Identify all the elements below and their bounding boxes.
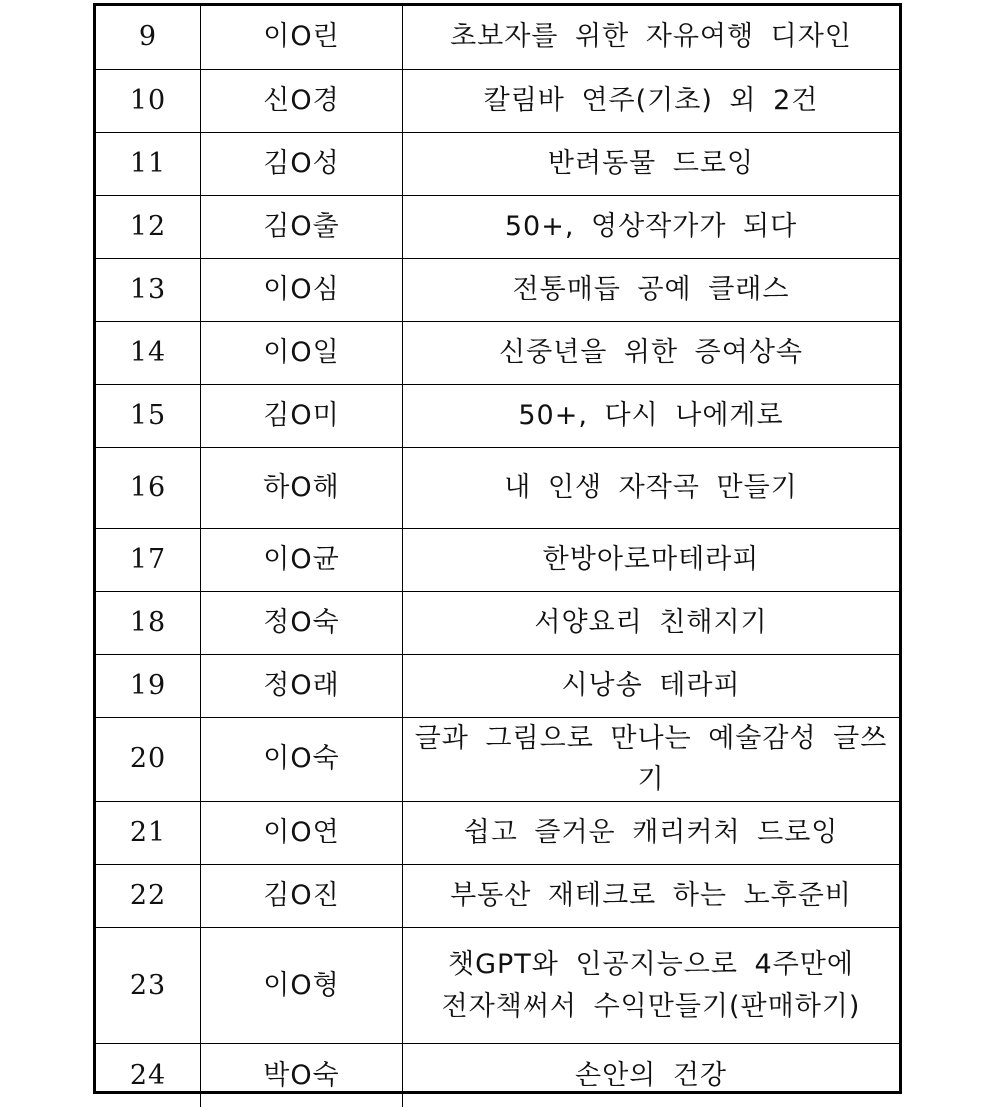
course-title-line: 50+, 영상작가가 되다 — [504, 210, 798, 242]
instructor-name: 이O형 — [201, 928, 403, 1044]
course-title-line: 반려동물 드로잉 — [547, 147, 755, 179]
instructor-name: 신O경 — [201, 69, 403, 132]
row-number: 22 — [96, 865, 201, 928]
instructor-name: 하O해 — [201, 447, 403, 528]
row-number: 19 — [96, 654, 201, 717]
course-title-line: 손안의 건강 — [575, 1059, 727, 1091]
row-number: 15 — [96, 384, 201, 447]
instructor-name: 이O숙 — [201, 717, 403, 802]
row-number: 12 — [96, 195, 201, 258]
row-number: 16 — [96, 447, 201, 528]
course-title — [403, 384, 900, 447]
table-row — [96, 654, 899, 717]
course-title-line: 챗GPT와 인공지능으로 4주만에 — [448, 948, 854, 980]
table-row — [96, 258, 899, 321]
row-number: 23 — [96, 928, 201, 1044]
course-title — [403, 6, 900, 69]
course-roster-sheet — [93, 3, 902, 1094]
course-title — [403, 591, 900, 654]
table-row — [96, 528, 899, 591]
instructor-name: 이O균 — [201, 528, 403, 591]
table-row — [96, 321, 899, 384]
row-number: 10 — [96, 69, 201, 132]
instructor-name: 김O미 — [201, 384, 403, 447]
row-number: 11 — [96, 132, 201, 195]
row-number: 17 — [96, 528, 201, 591]
row-number: 24 — [96, 1044, 201, 1107]
table-row — [96, 591, 899, 654]
instructor-name: 박O숙 — [201, 1044, 403, 1107]
course-title — [403, 69, 900, 132]
row-number: 14 — [96, 321, 201, 384]
table-row — [96, 1044, 899, 1107]
instructor-name: 이O일 — [201, 321, 403, 384]
course-title — [403, 802, 900, 865]
table-row — [96, 195, 899, 258]
course-title-line: 신중년을 위한 증여상속 — [499, 336, 803, 368]
course-title-line: 서양요리 친해지기 — [534, 606, 768, 638]
course-title — [403, 1044, 900, 1107]
table-row — [96, 69, 899, 132]
instructor-name: 김O진 — [201, 865, 403, 928]
course-title-line: 초보자를 위한 자유여행 디자인 — [450, 21, 852, 53]
course-title — [403, 528, 900, 591]
course-title — [403, 195, 900, 258]
table-row — [96, 447, 899, 528]
course-title — [403, 132, 900, 195]
course-title — [403, 654, 900, 717]
instructor-name: 이O린 — [201, 6, 403, 69]
table-row — [96, 132, 899, 195]
course-roster-table — [96, 6, 899, 1107]
course-title-line: 한방아로마테라피 — [542, 543, 760, 575]
instructor-name: 정O숙 — [201, 591, 403, 654]
course-title-line: 글과 그림으로 만나는 예술감성 글쓰기 — [414, 722, 888, 796]
table-row — [96, 802, 899, 865]
instructor-name: 이O심 — [201, 258, 403, 321]
row-number: 13 — [96, 258, 201, 321]
instructor-name: 이O연 — [201, 802, 403, 865]
table-row — [96, 384, 899, 447]
course-title — [403, 717, 900, 802]
table-row — [96, 6, 899, 69]
course-title-line: 전자책써서 수익만들기(판매하기) — [441, 990, 861, 1022]
course-title-line: 칼림바 연주(기초) 외 2건 — [483, 84, 819, 116]
course-title-line: 50+, 다시 나에게로 — [518, 399, 784, 431]
row-number: 18 — [96, 591, 201, 654]
course-title-line: 내 인생 자작곡 만들기 — [504, 471, 798, 503]
table-row — [96, 928, 899, 1044]
course-title-line: 시낭송 테라피 — [561, 669, 741, 701]
course-title — [403, 865, 900, 928]
table-row — [96, 865, 899, 928]
instructor-name: 김O출 — [201, 195, 403, 258]
instructor-name: 정O래 — [201, 654, 403, 717]
course-title — [403, 321, 900, 384]
course-title — [403, 928, 900, 1044]
table-row — [96, 717, 899, 802]
course-title — [403, 258, 900, 321]
course-title-line: 쉽고 즐거운 캐리커처 드로잉 — [463, 817, 839, 849]
row-number: 9 — [96, 6, 201, 69]
row-number: 21 — [96, 802, 201, 865]
course-title — [403, 447, 900, 528]
instructor-name: 김O성 — [201, 132, 403, 195]
course-title-line: 부동산 재테크로 하는 노후준비 — [450, 880, 852, 912]
course-title-line: 전통매듭 공예 클래스 — [512, 273, 790, 305]
row-number: 20 — [96, 717, 201, 802]
